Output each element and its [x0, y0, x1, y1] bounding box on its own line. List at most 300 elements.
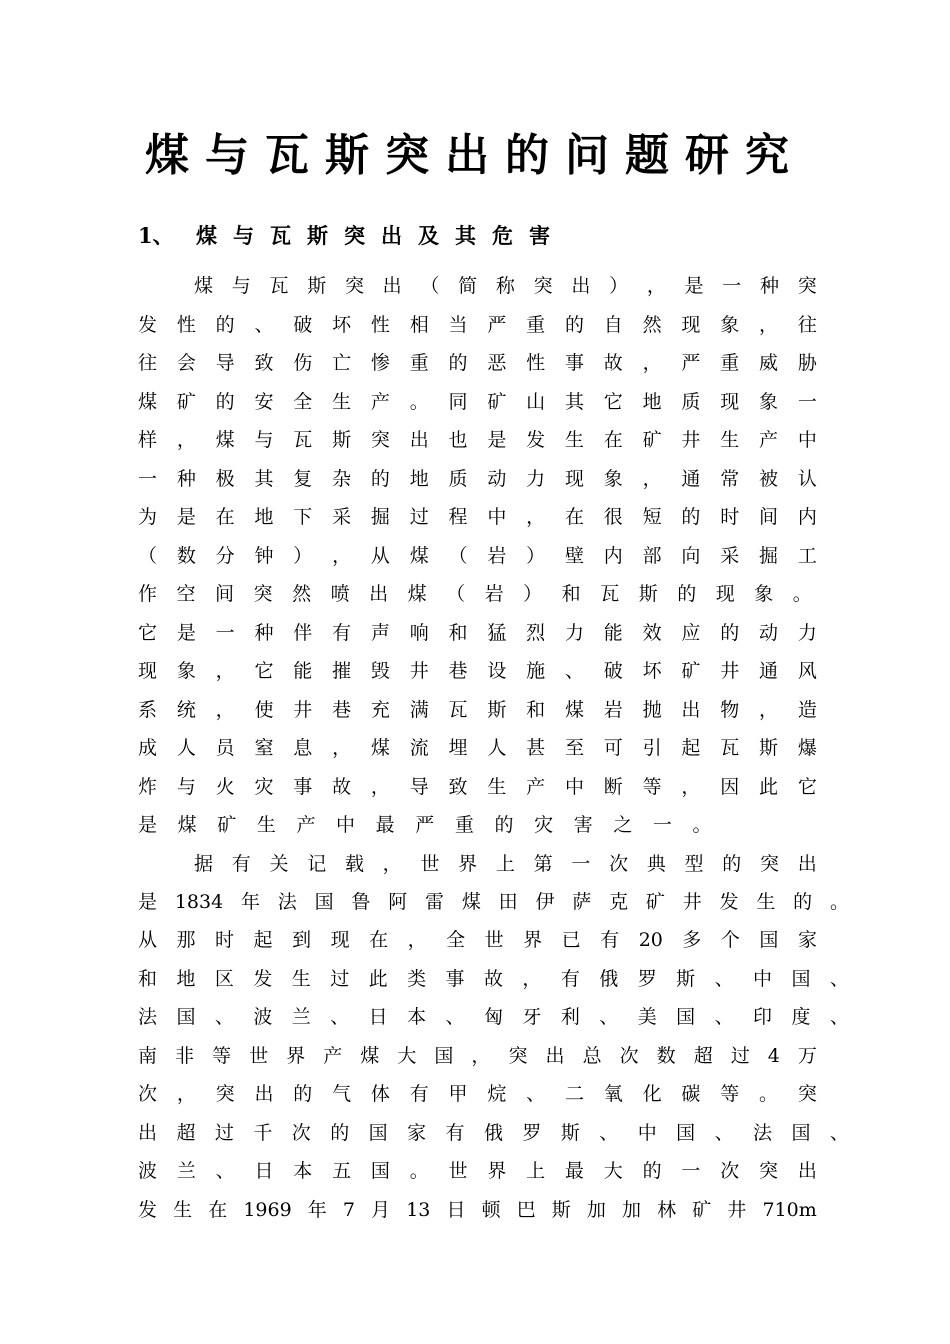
text-glyph: 种 — [176, 468, 196, 490]
text-glyph: 突 — [370, 429, 390, 451]
text-glyph: 惨 — [370, 352, 390, 374]
text-glyph: 过 — [330, 968, 350, 990]
text-glyph: 生 — [756, 891, 776, 913]
text-glyph: 掘 — [370, 506, 390, 528]
text-glyph: 等 — [720, 1083, 740, 1105]
text-glyph: 国 — [791, 968, 811, 990]
text-glyph: 区 — [214, 968, 234, 990]
text-glyph: 发 — [138, 1199, 158, 1221]
text-glyph: 的 — [494, 814, 514, 836]
text-glyph: 作 — [138, 583, 158, 605]
text-glyph: 效 — [642, 622, 662, 644]
text-glyph: 有 — [409, 1083, 429, 1105]
text-glyph: 称 — [495, 275, 515, 297]
text-glyph: 典 — [646, 853, 666, 875]
text-glyph: 国 — [676, 1122, 696, 1144]
text-glyph: 爆 — [797, 737, 817, 759]
text-glyph: ， — [215, 660, 235, 682]
text-glyph: 自 — [603, 314, 623, 336]
text-glyph: （ — [420, 275, 440, 297]
text-glyph: 常 — [720, 468, 740, 490]
text-glyph: 岩 — [484, 583, 504, 605]
text-glyph: 程 — [448, 506, 468, 528]
text-glyph: 一 — [571, 853, 591, 875]
text-glyph: 阿 — [388, 891, 408, 913]
text-glyph: 等 — [642, 776, 662, 798]
text-glyph: 界 — [487, 1160, 507, 1182]
text-glyph: 下 — [293, 506, 313, 528]
body-line — [138, 652, 817, 690]
text-glyph: 斯 — [638, 583, 658, 605]
text-glyph: 法 — [277, 891, 297, 913]
text-glyph: 界 — [286, 1045, 306, 1067]
text-glyph: 本 — [407, 1006, 427, 1028]
text-glyph: 总 — [582, 1045, 602, 1067]
text-glyph: 牙 — [522, 1006, 542, 1028]
body-line — [138, 998, 849, 1036]
text-glyph: 为 — [138, 506, 158, 528]
text-glyph: 有 — [445, 1122, 465, 1144]
text-glyph: 也 — [448, 429, 468, 451]
text-glyph: 的 — [215, 391, 235, 413]
text-glyph: 萨 — [572, 891, 592, 913]
body-line — [138, 498, 817, 536]
text-glyph: 其 — [254, 468, 274, 490]
text-glyph: 日 — [254, 1160, 274, 1182]
text-glyph: 、 — [330, 1006, 350, 1028]
text-glyph: 象 — [720, 314, 740, 336]
text-glyph: 井 — [727, 1199, 747, 1221]
text-glyph: 地 — [176, 968, 196, 990]
text-glyph: 国 — [434, 1045, 454, 1067]
text-glyph: 多 — [682, 929, 702, 951]
body-line — [138, 460, 817, 498]
text-glyph: 加 — [622, 1199, 642, 1221]
text-glyph: 、 — [254, 314, 274, 336]
text-glyph: 的 — [722, 853, 742, 875]
text-glyph: 通 — [681, 468, 701, 490]
text-glyph: 矿 — [217, 814, 237, 836]
text-glyph: 往 — [797, 314, 817, 336]
text-glyph: 的 — [215, 314, 235, 336]
text-glyph: 一 — [652, 814, 672, 836]
text-glyph: 。 — [759, 1083, 779, 1105]
text-glyph: 时 — [215, 929, 235, 951]
text-glyph: 内 — [603, 545, 623, 567]
text-glyph: 全 — [446, 929, 466, 951]
text-glyph: ， — [176, 429, 196, 451]
text-glyph: 通 — [759, 660, 779, 682]
text-glyph: 响 — [409, 622, 429, 644]
text-glyph: 大 — [603, 1160, 623, 1182]
body-line — [138, 1037, 817, 1075]
text-glyph: 载 — [344, 853, 364, 875]
text-glyph: 成 — [138, 737, 158, 759]
text-glyph: 突 — [797, 1083, 817, 1105]
text-glyph: 伊 — [535, 891, 555, 913]
text-glyph: 俄 — [599, 968, 619, 990]
text-glyph: 断 — [603, 776, 623, 798]
text-glyph: 坏 — [642, 660, 662, 682]
text-glyph: 生 — [256, 814, 276, 836]
text-glyph: 。 — [409, 1160, 429, 1182]
text-glyph: 。 — [692, 814, 712, 836]
text-glyph: 起 — [681, 737, 701, 759]
text-glyph: 煤 — [461, 891, 481, 913]
text-glyph: 和 — [448, 622, 468, 644]
text-glyph: 突 — [344, 275, 364, 297]
text-glyph: ， — [642, 468, 662, 490]
text-glyph: 斯 — [487, 699, 507, 721]
text-glyph: 国 — [368, 1122, 388, 1144]
text-glyph: 、 — [714, 1006, 734, 1028]
text-glyph: 井 — [409, 660, 429, 682]
text-glyph: 矿 — [176, 391, 196, 413]
text-glyph: 田 — [498, 891, 518, 913]
text-glyph: 往 — [138, 352, 158, 374]
text-glyph: 斯 — [676, 968, 696, 990]
text-glyph: 工 — [797, 545, 817, 567]
text-glyph: 一 — [138, 468, 158, 490]
text-glyph: 至 — [564, 737, 584, 759]
text-glyph: 上 — [526, 1160, 546, 1182]
text-glyph: 、 — [215, 1160, 235, 1182]
text-glyph: 数 — [656, 1045, 676, 1067]
text-glyph: 动 — [759, 622, 779, 644]
text-glyph: 过 — [730, 1045, 750, 1067]
text-glyph: 巴 — [516, 1199, 536, 1221]
text-glyph: 过 — [409, 506, 429, 528]
text-glyph: 产 — [296, 814, 316, 836]
text-glyph: 是 — [684, 275, 704, 297]
text-glyph: 窒 — [254, 737, 274, 759]
text-glyph: 人 — [487, 737, 507, 759]
text-glyph: 甚 — [526, 737, 546, 759]
text-glyph: 瓦 — [600, 583, 620, 605]
text-glyph: 破 — [603, 660, 623, 682]
text-glyph: 出 — [254, 1083, 274, 1105]
text-glyph: 矿 — [645, 891, 665, 913]
text-glyph: 样 — [138, 429, 158, 451]
text-glyph: 记 — [307, 853, 327, 875]
text-glyph: 在 — [369, 929, 389, 951]
text-glyph: 的 — [293, 1083, 313, 1105]
text-glyph: 严 — [415, 814, 435, 836]
body-line — [138, 1191, 817, 1229]
text-glyph: 现 — [330, 929, 350, 951]
text-glyph: 林 — [657, 1199, 677, 1221]
text-glyph: 界 — [523, 929, 543, 951]
text-glyph: 种 — [254, 622, 274, 644]
text-glyph: ， — [332, 737, 352, 759]
text-glyph: 象 — [754, 583, 774, 605]
text-glyph: 家 — [797, 929, 817, 951]
text-glyph: 此 — [368, 968, 388, 990]
text-glyph: 认 — [797, 468, 817, 490]
body-line — [138, 1075, 817, 1113]
text-glyph: 和 — [561, 583, 581, 605]
text-glyph: 破 — [293, 314, 313, 336]
text-glyph: 满 — [409, 699, 429, 721]
text-glyph: 中 — [637, 1122, 657, 1144]
text-glyph: ， — [759, 314, 779, 336]
text-glyph: 世 — [448, 1160, 468, 1182]
body-line — [138, 575, 831, 613]
text-glyph: 此 — [759, 776, 779, 798]
text-glyph: 利 — [560, 1006, 580, 1028]
text-glyph: 时 — [720, 506, 740, 528]
text-glyph: 次 — [609, 853, 629, 875]
text-glyph: 现 — [715, 583, 735, 605]
text-glyph: 发 — [526, 429, 546, 451]
text-glyph: 全 — [293, 391, 313, 413]
text-glyph: 瓦 — [720, 737, 740, 759]
text-glyph: 复 — [293, 468, 313, 490]
text-glyph: 同 — [448, 391, 468, 413]
body-line — [138, 306, 817, 344]
text-glyph: 关 — [269, 853, 289, 875]
text-glyph: 突 — [533, 275, 553, 297]
text-glyph: 中 — [487, 506, 507, 528]
text-glyph: ， — [681, 776, 701, 798]
text-glyph: 能 — [603, 622, 623, 644]
text-glyph: 的 — [330, 1122, 350, 1144]
text-glyph: 法 — [753, 1122, 773, 1144]
text-glyph: 间 — [215, 583, 235, 605]
text-glyph: 毁 — [370, 660, 390, 682]
text-glyph: 力 — [564, 622, 584, 644]
text-glyph: 、 — [714, 1122, 734, 1144]
text-glyph: 次 — [619, 1045, 639, 1067]
text-glyph: 故 — [332, 776, 352, 798]
text-glyph: 世 — [420, 853, 440, 875]
text-glyph: 甲 — [448, 1083, 468, 1105]
text-glyph: 突 — [215, 1083, 235, 1105]
text-glyph: 可 — [603, 737, 623, 759]
text-glyph: 发 — [719, 891, 739, 913]
text-glyph: 。 — [409, 391, 429, 413]
text-glyph: 次 — [720, 1160, 740, 1182]
body-line — [138, 691, 817, 729]
text-glyph: 它 — [138, 622, 158, 644]
text-glyph: ， — [332, 545, 352, 567]
text-glyph: 会 — [176, 352, 196, 374]
text-glyph: 克 — [609, 891, 629, 913]
text-glyph: 威 — [759, 352, 779, 374]
text-glyph: 矿 — [642, 429, 662, 451]
text-glyph: 系 — [138, 699, 158, 721]
text-glyph: 、 — [829, 968, 849, 990]
text-glyph: 出 — [409, 429, 429, 451]
text-glyph: 和 — [138, 968, 158, 990]
text-glyph: 过 — [214, 1122, 234, 1144]
text-glyph: （ — [448, 545, 468, 567]
text-glyph: 产 — [370, 391, 390, 413]
text-glyph: 引 — [642, 737, 662, 759]
text-glyph: 分 — [215, 545, 235, 567]
text-glyph: 13 — [406, 1199, 431, 1221]
text-glyph: 井 — [682, 891, 702, 913]
text-glyph: 它 — [797, 776, 817, 798]
text-glyph: 伴 — [293, 622, 313, 644]
text-glyph: ， — [759, 699, 779, 721]
text-glyph: 岩 — [603, 699, 623, 721]
text-glyph: 象 — [176, 660, 196, 682]
text-glyph: 发 — [253, 968, 273, 990]
text-glyph: 的 — [793, 891, 813, 913]
text-glyph: 世 — [249, 1045, 269, 1067]
text-glyph: 生 — [564, 429, 584, 451]
text-glyph: 、 — [526, 1083, 546, 1105]
text-glyph: 有 — [231, 853, 251, 875]
text-glyph: 动 — [487, 468, 507, 490]
text-glyph: 因 — [720, 776, 740, 798]
text-glyph: 使 — [254, 699, 274, 721]
text-glyph: 人 — [176, 737, 196, 759]
text-glyph: 壁 — [564, 545, 584, 567]
text-glyph: 其 — [564, 391, 584, 413]
text-glyph: 煤 — [194, 275, 214, 297]
text-glyph: 产 — [526, 776, 546, 798]
text-glyph: 的 — [720, 622, 740, 644]
text-glyph: 超 — [693, 1045, 713, 1067]
text-glyph: 然 — [642, 314, 662, 336]
text-glyph: 万 — [797, 1045, 817, 1067]
text-glyph: 、 — [599, 1006, 619, 1028]
text-glyph: 日 — [368, 1006, 388, 1028]
text-glyph: 国 — [370, 1160, 390, 1182]
text-glyph: 突 — [759, 1160, 779, 1182]
text-glyph: 鲁 — [351, 891, 371, 913]
text-glyph: 现 — [681, 314, 701, 336]
text-glyph: 煤 — [407, 583, 427, 605]
body-line — [138, 960, 849, 998]
text-glyph: 应 — [681, 622, 701, 644]
text-glyph: 匈 — [483, 1006, 503, 1028]
body-line — [194, 845, 817, 883]
text-glyph: 之 — [613, 814, 633, 836]
text-glyph: 等 — [212, 1045, 232, 1067]
text-glyph: 一 — [681, 1160, 701, 1182]
body-line — [138, 537, 817, 575]
text-glyph: ， — [370, 776, 390, 798]
text-glyph: 井 — [681, 429, 701, 451]
body-line — [138, 729, 817, 767]
text-glyph: 的 — [448, 352, 468, 374]
text-glyph: 质 — [681, 391, 701, 413]
text-glyph: 现 — [720, 391, 740, 413]
text-glyph: 在 — [603, 429, 623, 451]
text-glyph: 超 — [176, 1122, 196, 1144]
text-glyph: 物 — [720, 699, 740, 721]
text-glyph: 中 — [797, 429, 817, 451]
text-glyph: 生 — [487, 776, 507, 798]
text-glyph: 加 — [586, 1199, 606, 1221]
body-line — [138, 883, 849, 921]
text-glyph: 据 — [194, 853, 214, 875]
text-glyph: 故 — [483, 968, 503, 990]
body-line — [138, 421, 817, 459]
text-glyph: 已 — [561, 929, 581, 951]
text-glyph: 很 — [603, 506, 623, 528]
text-glyph: 有 — [332, 622, 352, 644]
text-glyph: 统 — [176, 699, 196, 721]
text-glyph: 上 — [495, 853, 515, 875]
text-glyph: 伤 — [293, 352, 313, 374]
text-glyph: 然 — [292, 583, 312, 605]
text-glyph: 重 — [526, 314, 546, 336]
text-glyph: 生 — [720, 429, 740, 451]
text-glyph: 美 — [637, 1006, 657, 1028]
text-glyph: 斯 — [332, 429, 352, 451]
text-glyph: 罗 — [637, 968, 657, 990]
body-line — [138, 614, 817, 652]
text-glyph: 出 — [571, 275, 591, 297]
text-glyph: 严 — [681, 352, 701, 374]
text-glyph: 印 — [753, 1006, 773, 1028]
text-glyph: 国 — [176, 1006, 196, 1028]
text-glyph: 在 — [208, 1199, 228, 1221]
text-glyph: 煤 — [409, 545, 429, 567]
text-glyph: 兰 — [176, 1160, 196, 1182]
text-glyph: 充 — [370, 699, 390, 721]
text-glyph: ， — [215, 699, 235, 721]
body-line — [138, 344, 817, 382]
text-glyph: 兰 — [291, 1006, 311, 1028]
text-glyph: 煤 — [564, 699, 584, 721]
text-glyph: 类 — [407, 968, 427, 990]
text-glyph: 波 — [138, 1160, 158, 1182]
text-glyph: 能 — [293, 660, 313, 682]
text-glyph: 气 — [332, 1083, 352, 1105]
text-glyph: 出 — [545, 1045, 565, 1067]
text-glyph: 亡 — [332, 352, 352, 374]
text-glyph: 顿 — [481, 1199, 501, 1221]
text-glyph: 火 — [215, 776, 235, 798]
text-glyph: 短 — [642, 506, 662, 528]
text-glyph: 导 — [215, 352, 235, 374]
text-glyph: 煤 — [360, 1045, 380, 1067]
text-glyph: 灾 — [534, 814, 554, 836]
text-glyph: 与 — [254, 429, 274, 451]
text-glyph: 声 — [370, 622, 390, 644]
body-line — [194, 267, 817, 305]
text-glyph: 设 — [487, 660, 507, 682]
text-glyph: 一 — [797, 391, 817, 413]
text-glyph: 、 — [445, 1006, 465, 1028]
text-glyph: 一 — [722, 275, 742, 297]
text-glyph: 息 — [293, 737, 313, 759]
text-glyph: 俄 — [483, 1122, 503, 1144]
section-heading — [138, 218, 566, 254]
text-glyph: 矿 — [487, 391, 507, 413]
text-glyph: 极 — [215, 468, 235, 490]
text-glyph: 部 — [642, 545, 662, 567]
text-glyph: 法 — [138, 1006, 158, 1028]
text-glyph: 地 — [254, 506, 274, 528]
text-glyph: 埋 — [448, 737, 468, 759]
text-glyph: 大 — [397, 1045, 417, 1067]
text-glyph: 出 — [369, 583, 389, 605]
text-glyph: 故 — [603, 352, 623, 374]
text-glyph: 简 — [458, 275, 478, 297]
text-glyph: 有 — [560, 968, 580, 990]
text-glyph: 最 — [564, 1160, 584, 1182]
text-glyph: 杂 — [332, 468, 352, 490]
text-glyph: 事 — [445, 968, 465, 990]
text-glyph: 世 — [484, 929, 504, 951]
text-glyph: 1834 — [174, 891, 224, 913]
